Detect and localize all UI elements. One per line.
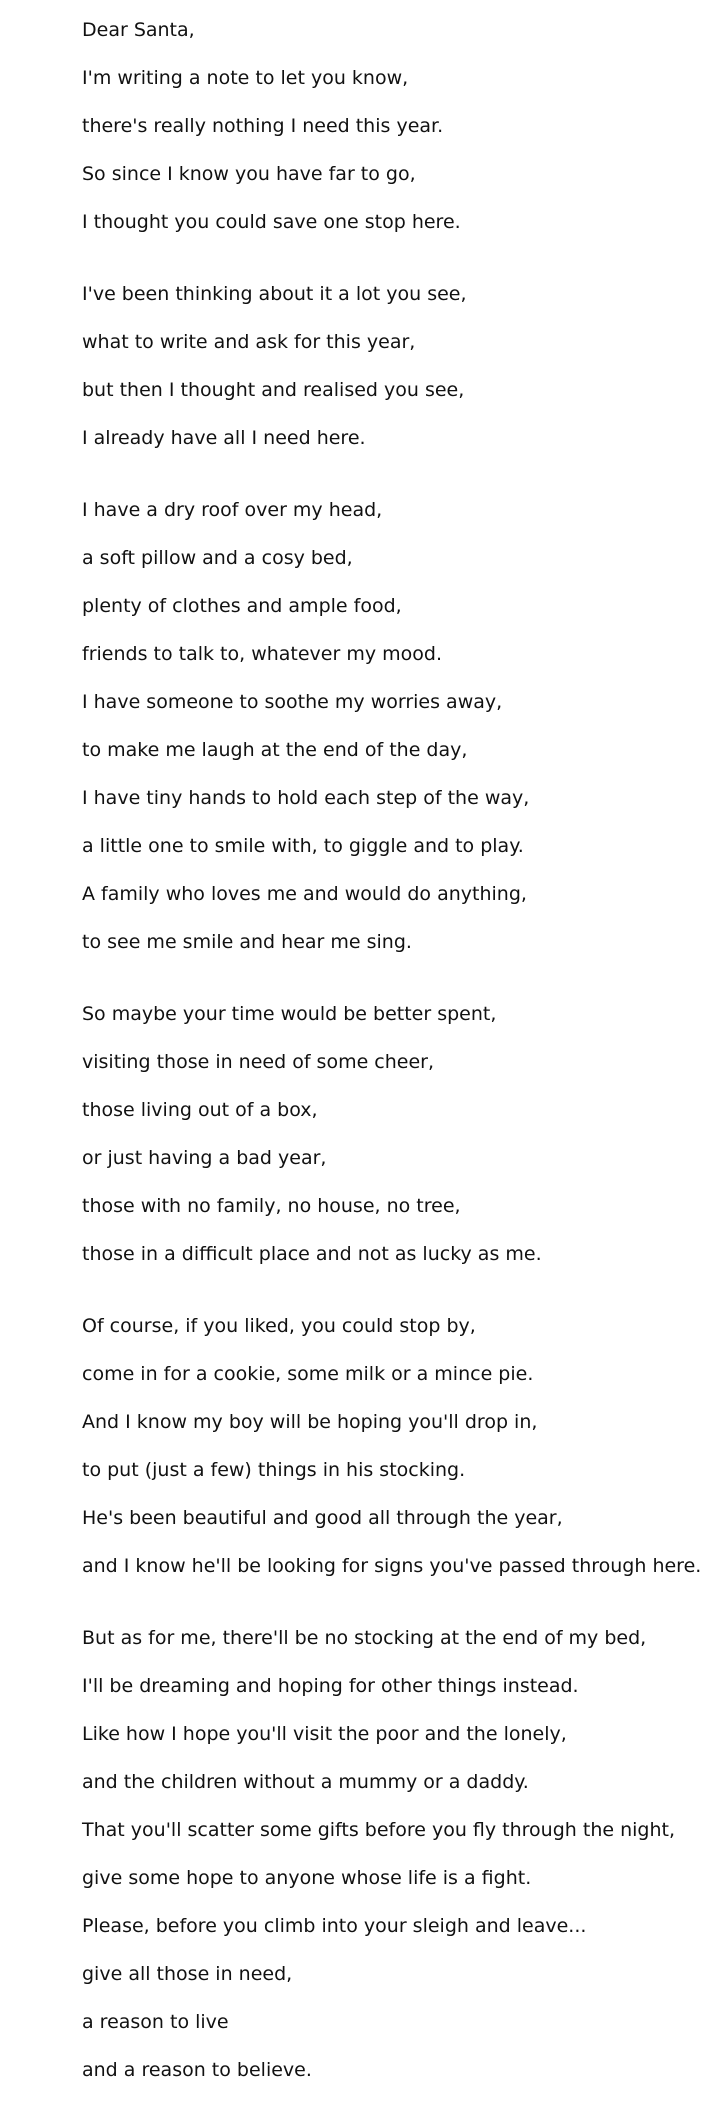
poem-line: A family who loves me and would do anything, bbox=[82, 883, 527, 905]
salutation: Dear Santa, bbox=[82, 19, 195, 41]
stanza-5 bbox=[82, 1310, 712, 1598]
poem-line: or just having a bad year, bbox=[82, 1147, 327, 1169]
poem-line: I've been thinking about it a lot you see, bbox=[82, 283, 467, 305]
poem-line: and I know he'll be looking for signs you've passed through here. bbox=[82, 1555, 702, 1577]
poem-line: I'll be dreaming and hoping for other things instead. bbox=[82, 1675, 579, 1697]
poem-line: a soft pillow and a cosy bed, bbox=[82, 547, 353, 569]
poem-line: visiting those in need of some cheer, bbox=[82, 1051, 435, 1073]
poem-line: friends to talk to, whatever my mood. bbox=[82, 643, 442, 665]
poem-line: to make me laugh at the end of the day, bbox=[82, 739, 468, 761]
poem-line: and a reason to believe. bbox=[82, 2059, 312, 2081]
poem-line: to put (just a few) things in his stocking. bbox=[82, 1459, 466, 1481]
poem-line: Like how I hope you'll visit the poor and the lonely, bbox=[82, 1723, 567, 1745]
poem-letter bbox=[82, 14, 712, 2126]
poem-line: He's been beautiful and good all through the year, bbox=[82, 1507, 563, 1529]
stanza-6 bbox=[82, 1622, 712, 2102]
poem-line: what to write and ask for this year, bbox=[82, 331, 416, 353]
poem-line: a reason to live bbox=[82, 2011, 229, 2033]
stanza-2 bbox=[82, 278, 712, 470]
poem-line: there's really nothing I need this year. bbox=[82, 115, 444, 137]
poem-line: I have someone to soothe my worries away, bbox=[82, 691, 503, 713]
poem-line: those with no family, no house, no tree, bbox=[82, 1195, 461, 1217]
poem-line: a little one to smile with, to giggle and to play. bbox=[82, 835, 524, 857]
poem-line: I already have all I need here. bbox=[82, 427, 366, 449]
poem-line: Of course, if you liked, you could stop by, bbox=[82, 1315, 476, 1337]
poem-line: come in for a cookie, some milk or a mince pie. bbox=[82, 1363, 534, 1385]
stanza-4 bbox=[82, 998, 712, 1286]
poem-line: those living out of a box, bbox=[82, 1099, 318, 1121]
poem-line: I have a dry roof over my head, bbox=[82, 499, 383, 521]
poem-line: give some hope to anyone whose life is a fight. bbox=[82, 1867, 532, 1889]
poem-line: So since I know you have far to go, bbox=[82, 163, 416, 185]
poem-line: give all those in need, bbox=[82, 1963, 293, 1985]
poem-line: plenty of clothes and ample food, bbox=[82, 595, 402, 617]
stanza-3 bbox=[82, 494, 712, 974]
poem-line: I have tiny hands to hold each step of the way, bbox=[82, 787, 530, 809]
poem-line: Please, before you climb into your sleigh and leave... bbox=[82, 1915, 587, 1937]
poem-line: but then I thought and realised you see, bbox=[82, 379, 465, 401]
poem-line: I thought you could save one stop here. bbox=[82, 211, 461, 233]
poem-line: those in a difficult place and not as lucky as me. bbox=[82, 1243, 542, 1265]
poem-line: And I know my boy will be hoping you'll drop in, bbox=[82, 1411, 538, 1433]
poem-line: and the children without a mummy or a daddy. bbox=[82, 1771, 529, 1793]
stanza-1 bbox=[82, 62, 712, 254]
poem-line: That you'll scatter some gifts before you fly through the night, bbox=[82, 1819, 675, 1841]
poem-line: to see me smile and hear me sing. bbox=[82, 931, 412, 953]
poem-line: I'm writing a note to let you know, bbox=[82, 67, 409, 89]
poem-line: But as for me, there'll be no stocking at the end of my bed, bbox=[82, 1627, 647, 1649]
poem-line: So maybe your time would be better spent, bbox=[82, 1003, 497, 1025]
